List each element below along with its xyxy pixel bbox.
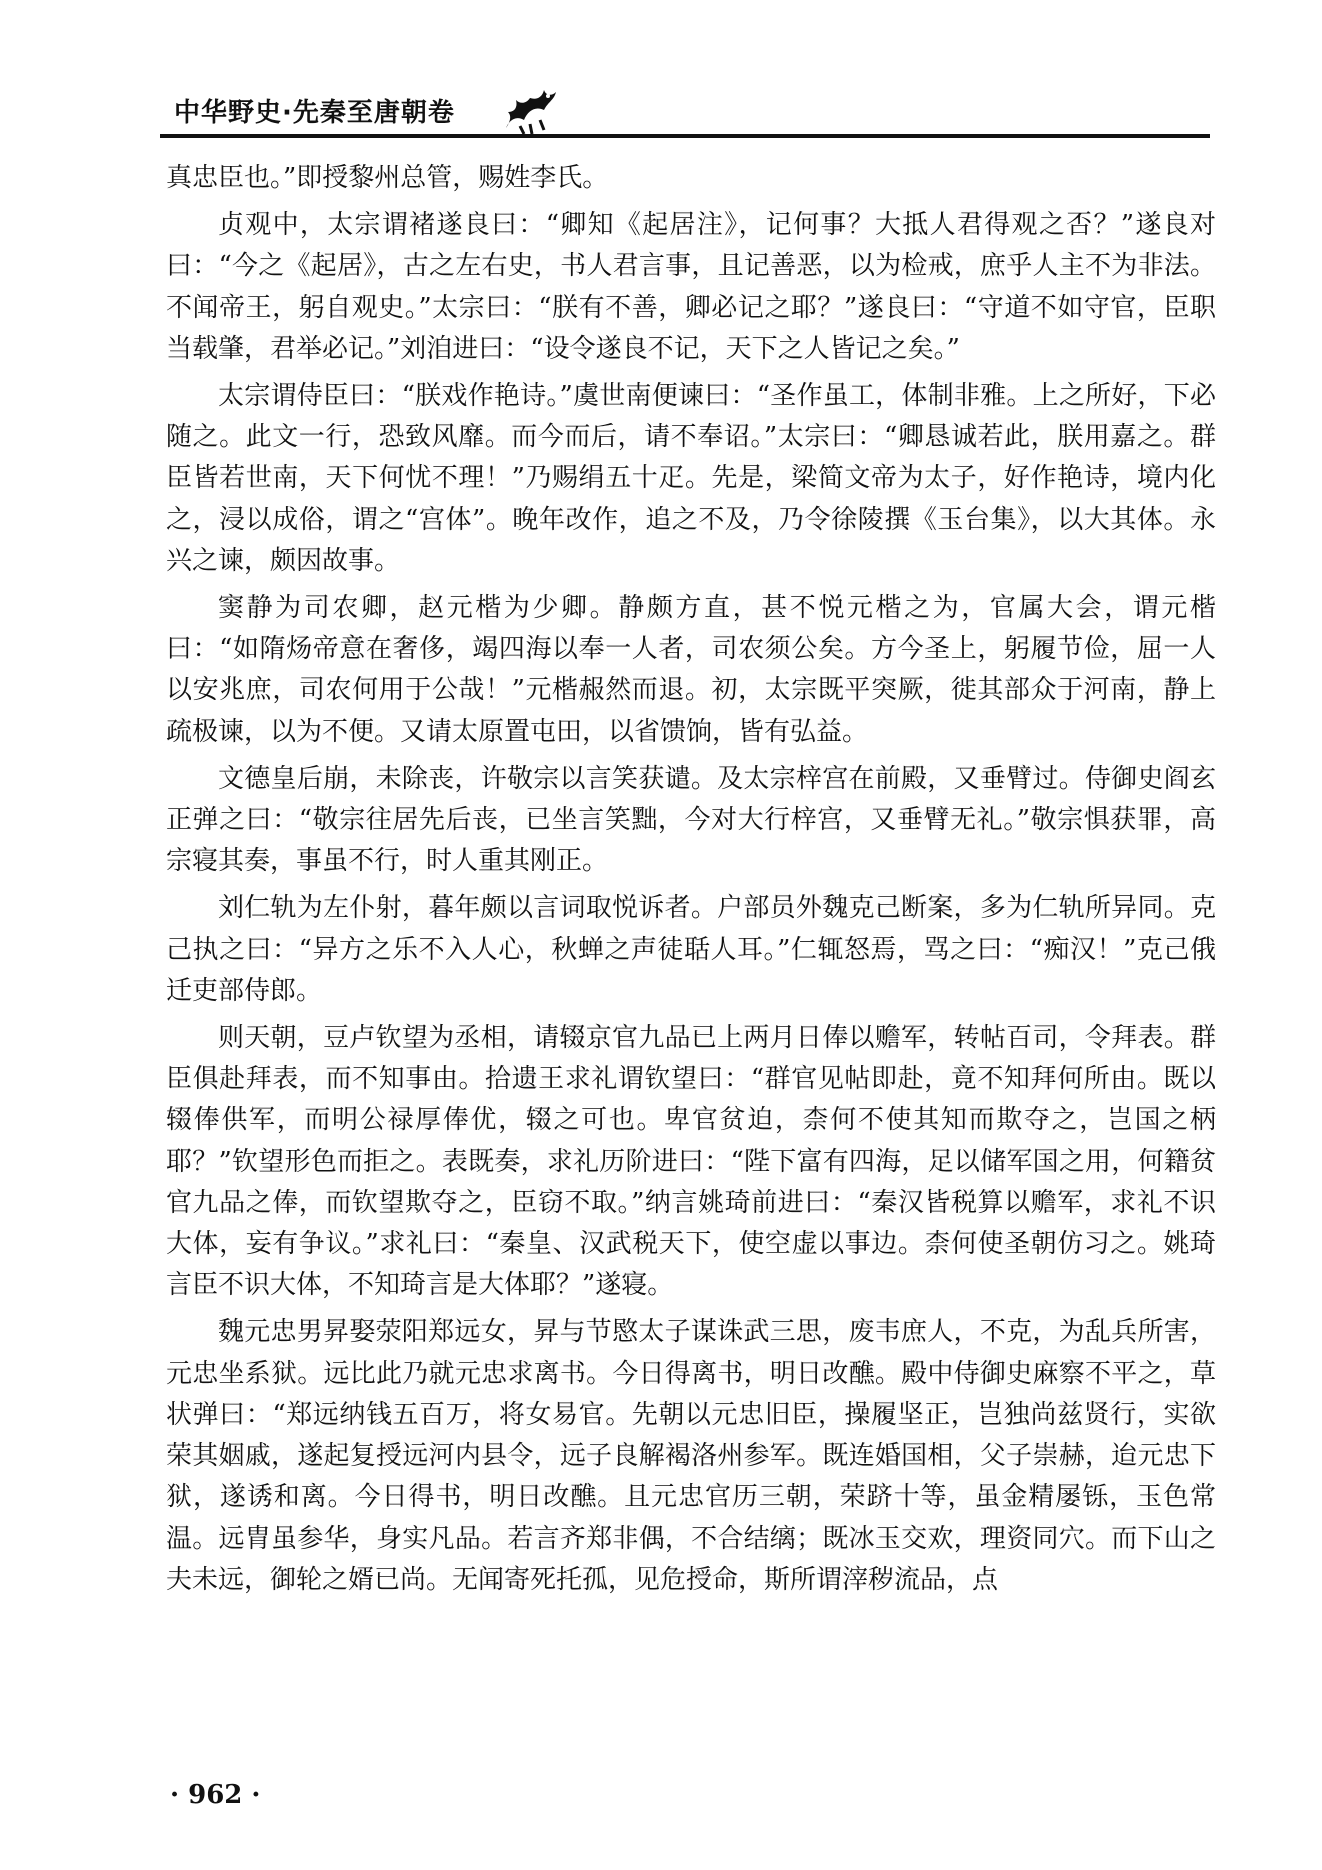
paragraph: 则天朝，豆卢钦望为丞相，请辍京官九品已上两月日俸以赡军，转帖百司，令拜表。群臣俱赴拜表，而不知事由。拾遗王求礼谓钦望曰：“群官见帖即赴，竟不知拜何所由。既以辍俸供军，而明公禄厚俸优，辍之可也。卑官贫迫，柰何不使其知而欺夺之，岂国之柄耶？”钦望形色而拒之。表既奏，求礼历阶进曰：“陛下富有四海，足以储军国之用，何籍贫官九品之俸，而钦望欺夺之，臣窃不取。”纳言姚琦前进曰：“秦汉皆税算以赡军，求礼不识大体，妄有争议。”求礼曰：“秦皇、汉武税天下，使空虚以事边。柰何使圣朝仿习之。姚琦言臣不识大体，不知琦言是大体耶？”遂寝。 (166, 1023, 1216, 1301)
paragraph: 太宗谓侍臣曰：“朕戏作艳诗。”虞世南便谏曰：“圣作虽工，体制非雅。上之所好，下必随之。此文一行，恐致风靡。而今而后，请不奉诏。”太宗曰：“卿恳诚若此，朕用嘉之。群臣皆若世南，天下何忧不理！”乃赐绢五十疋。先是，梁简文帝为太子，好作艳诗，境内化之，浸以成俗，谓之“宫体”。晚年改作，追之不及，乃令徐陵撰《玉台集》，以大其体。永兴之谏，颇因故事。 (166, 381, 1216, 576)
paragraph: 窦静为司农卿，赵元楷为少卿。静颇方直，甚不悦元楷之为，官属大会，谓元楷曰：“如隋炀帝意在奢侈，竭四海以奉一人者，司农须公矣。方今圣上，躬履节俭，屈一人以安兆庶，司农何用于公哉！”元楷赧然而退。初，太宗既平突厥，徙其部众于河南，静上疏极谏，以为不便。又请太原置屯田，以省馈饷，皆有弘益。 (166, 593, 1216, 747)
paragraph: 魏元忠男昇娶荥阳郑远女，昇与节愍太子谋诛武三思，废韦庶人，不克，为乱兵所害，元忠坐系狱。远比此乃就元忠求离书。今日得离书，明日改醮。殿中侍御史麻察不平之，草状弹曰：“郑远纳钱五百万，将女易官。先朝以元忠旧臣，操履坚正，岂独尚兹贤行，实欲荣其姻戚，遂起复授远河内县令，远子良解褐洛州参军。既连婚国相，父子崇赫，迨元忠下狱，遂诱和离。今日得书，明日改醮。且元忠官历三朝，荣跻十等，虽金精屡铄，玉色常温。远胄虽参华，身实凡品。若言齐郑非偶，不合结缡；既冰玉交欢，理资同穴。而下山之夫未远，御轮之婿已尚。无闻寄死托孤，见危授命，斯所谓滓秽流品，点 (166, 1317, 1216, 1595)
body-text (166, 158, 1216, 1607)
page-number: · 962 · (170, 1780, 261, 1810)
paragraph: 文德皇后崩，未除丧，许敬宗以言笑获谴。及太宗梓宫在前殿，又垂臂过。侍御史阎玄正弹之曰：“敬宗往居先后丧，已坐言笑黜，今对大行梓宫，又垂臂无礼。”敬宗惧获罪，高宗寝其奏，事虽不行，时人重其刚正。 (166, 763, 1216, 877)
paragraph: 刘仁轨为左仆射，暮年颇以言词取悦诉者。户部员外魏克己断案，多为仁轨所异同。克己执之曰：“异方之乐不入人心，秋蝉之声徒聒人耳。”仁辄怒焉，骂之曰：“痴汉！”克己俄迁吏部侍郎。 (166, 893, 1216, 1006)
header-rule (160, 134, 1210, 138)
dragon-icon (500, 82, 558, 136)
running-title: 中华野史·先秦至唐朝卷 (174, 98, 455, 128)
paragraph: 真忠臣也。”即授黎州总管，赐姓李氏。 (166, 163, 609, 193)
paragraph: 贞观中，太宗谓褚遂良曰：“卿知《起居注》，记何事？大抵人君得观之否？”遂良对曰：“今之《起居》，古之左右史，书人君言事，且记善恶，以为检戒，庶乎人主不为非法。不闻帝王，躬自观史。”太宗曰：“朕有不善，卿必记之耶？”遂良曰：“守道不如守官，臣职当载肇，君举必记。”刘洎进曰：“设令遂良不记，天下之人皆记之矣。” (166, 210, 1216, 364)
page-header (160, 86, 1210, 144)
